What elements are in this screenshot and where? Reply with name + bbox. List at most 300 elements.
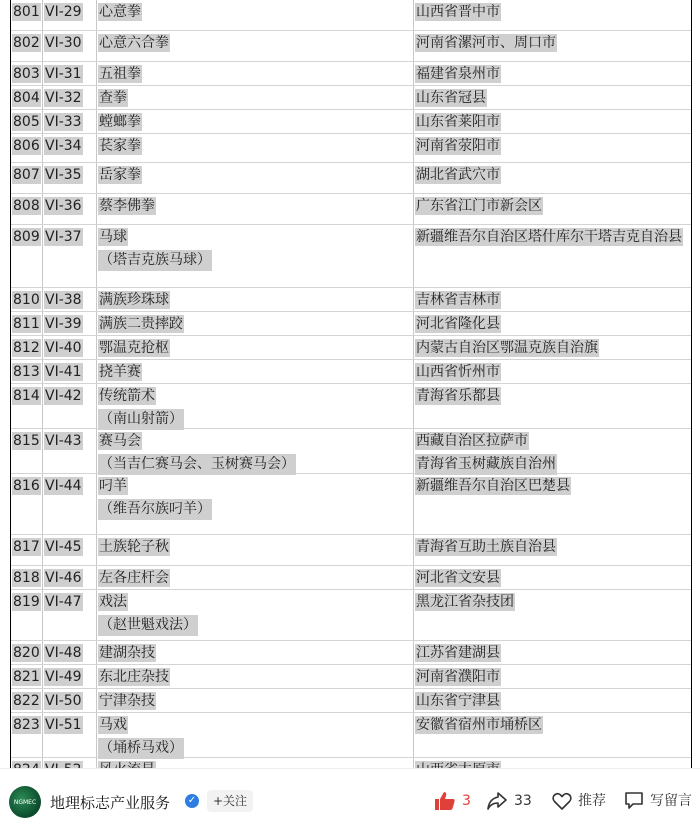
item-code-text: VI-36: [45, 198, 82, 214]
item-name: [98, 668, 170, 687]
item-name: [98, 291, 170, 310]
item-code: [44, 538, 83, 557]
comment-icon: [624, 791, 644, 811]
share-count: 33: [514, 793, 532, 809]
column-divider: [96, 336, 97, 359]
item-area: [415, 3, 501, 22]
recommend-label: 推荐: [578, 793, 606, 809]
comment-button[interactable]: [624, 791, 692, 811]
column-divider: [96, 429, 97, 473]
column-divider: [42, 288, 43, 311]
column-divider: [413, 194, 414, 224]
share-button[interactable]: [486, 791, 532, 811]
item-number-text: 814: [13, 388, 40, 404]
item-number-text: 823: [13, 717, 40, 733]
item-number: [12, 166, 41, 185]
item-area-text: 福建省泉州市: [416, 66, 500, 82]
item-number: [12, 363, 41, 382]
item-name-note: （赵世魁戏法）: [98, 615, 198, 636]
item-number-text: 806: [13, 138, 40, 154]
item-area: [415, 477, 571, 496]
column-divider: [42, 360, 43, 383]
item-code: [44, 3, 83, 22]
comment-label: 写留言: [650, 793, 692, 809]
item-code: [44, 166, 83, 185]
column-divider: [96, 474, 97, 534]
item-code-text: VI-48: [45, 645, 82, 661]
item-area-text: 山西省忻州市: [416, 364, 500, 380]
column-divider: [96, 86, 97, 109]
item-code-text: VI-38: [45, 292, 82, 308]
column-divider: [96, 312, 97, 335]
item-area-text: 山东省宁津县: [416, 693, 500, 709]
item-area-second: 青海省玉树藏族自治州: [415, 454, 557, 475]
item-area-text: 青海省乐都县: [416, 388, 500, 404]
table-row: [11, 590, 691, 641]
item-code: [44, 65, 83, 84]
item-code-text: VI-39: [45, 316, 82, 332]
item-name-note: （南山射箭）: [98, 409, 184, 430]
verified-icon: ✓: [185, 794, 199, 808]
item-number: [12, 432, 41, 451]
item-area: [415, 538, 557, 557]
item-name-note: （埇桥马戏）: [98, 738, 184, 759]
item-code: [44, 569, 83, 588]
item-name: [98, 432, 296, 475]
item-area: [415, 644, 501, 663]
heart-icon: [552, 792, 572, 810]
item-number: [12, 113, 41, 132]
item-area: [415, 363, 501, 382]
column-divider: [413, 336, 414, 359]
item-code-text: VI-31: [45, 66, 82, 82]
table-row: [11, 134, 691, 163]
item-code: [44, 89, 83, 108]
item-area-text: 山西省晋中市: [416, 4, 500, 20]
item-code-text: VI-49: [45, 669, 82, 685]
item-code: [44, 34, 83, 53]
item-code: [44, 716, 83, 735]
item-area: [415, 65, 501, 84]
item-area-text: 新疆维吾尔自治区巴楚县: [416, 478, 570, 494]
column-divider: [413, 566, 414, 589]
item-name: [98, 89, 128, 108]
item-number-text: 804: [13, 90, 40, 106]
item-number: [12, 65, 41, 84]
column-divider: [413, 110, 414, 133]
table-row: [11, 641, 691, 665]
item-name-note: （维吾尔族叼羊）: [98, 499, 212, 520]
item-name-text: 鄂温克抢枢: [99, 340, 169, 356]
column-divider: [96, 384, 97, 428]
item-name: [98, 644, 156, 663]
item-number-text: 819: [13, 594, 40, 610]
item-number-text: 810: [13, 292, 40, 308]
item-number: [12, 644, 41, 663]
share-arrow-icon: [486, 791, 508, 811]
item-name-text: 挠羊赛: [99, 364, 141, 380]
column-divider: [42, 590, 43, 640]
item-area-text: 河南省漯河市、周口市: [416, 35, 556, 51]
avatar[interactable]: NGMEC: [9, 786, 41, 818]
item-number-text: 816: [13, 478, 40, 494]
item-code: [44, 692, 83, 711]
item-code-text: VI-50: [45, 693, 82, 709]
column-divider: [413, 360, 414, 383]
column-divider: [413, 225, 414, 287]
column-divider: [96, 566, 97, 589]
column-divider: [42, 689, 43, 712]
column-divider: [42, 566, 43, 589]
item-code-text: VI-29: [45, 4, 82, 20]
column-divider: [413, 713, 414, 757]
column-divider: [42, 86, 43, 109]
item-name: [98, 3, 142, 22]
item-name-text: 心意拳: [99, 4, 141, 20]
column-divider: [96, 163, 97, 193]
item-area-text: 黑龙江省杂技团: [416, 594, 514, 610]
heritage-table: [10, 0, 692, 782]
item-number-text: 807: [13, 167, 40, 183]
item-number: [12, 538, 41, 557]
item-area-text: 河南省荥阳市: [416, 138, 500, 154]
item-code-text: VI-32: [45, 90, 82, 106]
item-number-text: 817: [13, 539, 40, 555]
item-area: [415, 89, 487, 108]
column-divider: [413, 163, 414, 193]
item-number: [12, 593, 41, 612]
item-number: [12, 34, 41, 53]
column-divider: [413, 312, 414, 335]
item-code: [44, 291, 83, 310]
column-divider: [42, 194, 43, 224]
item-code-text: VI-51: [45, 717, 82, 733]
item-name: [98, 197, 156, 216]
item-number-text: 808: [13, 198, 40, 214]
column-divider: [96, 713, 97, 757]
item-area: [415, 197, 543, 216]
item-number-text: 822: [13, 693, 40, 709]
item-name-text: 叼羊: [99, 478, 127, 494]
item-name-text: 满族二贵摔跤: [99, 316, 183, 332]
account-name[interactable]: 地理标志产业服务: [50, 794, 171, 812]
item-number: [12, 315, 41, 334]
column-divider: [42, 134, 43, 162]
item-code-text: VI-44: [45, 478, 82, 494]
column-divider: [42, 225, 43, 287]
column-divider: [413, 641, 414, 664]
item-name-text: 左各庄杆会: [99, 570, 169, 586]
item-name: [98, 363, 142, 382]
column-divider: [413, 134, 414, 162]
column-divider: [413, 31, 414, 61]
table-row: [11, 360, 691, 384]
item-code: [44, 387, 83, 406]
table-row: [11, 474, 691, 535]
column-divider: [96, 535, 97, 565]
column-divider: [96, 641, 97, 664]
item-code: [44, 593, 83, 612]
item-number: [12, 291, 41, 310]
item-number-text: 812: [13, 340, 40, 356]
column-divider: [96, 689, 97, 712]
item-name-text: 马球: [99, 229, 127, 245]
item-area-text: 新疆维吾尔自治区塔什库尔干塔吉克自治县: [416, 229, 682, 245]
column-divider: [96, 665, 97, 688]
table-row: [11, 665, 691, 689]
item-area-text: 青海省互助土族自治县: [416, 539, 556, 555]
item-name: [98, 65, 142, 84]
item-area: [415, 716, 543, 735]
column-divider: [42, 713, 43, 757]
item-area: [415, 137, 501, 156]
item-code: [44, 432, 83, 451]
item-number-text: 818: [13, 570, 40, 586]
item-name-text: 建湖杂技: [99, 645, 155, 661]
item-name-text: 传统箭术: [99, 388, 155, 404]
item-area: [415, 593, 515, 612]
item-code-text: VI-45: [45, 539, 82, 555]
item-number-text: 813: [13, 364, 40, 380]
item-area: [415, 113, 501, 132]
thumbs-up-icon: [434, 791, 456, 811]
item-name: [98, 315, 184, 334]
table-row: [11, 194, 691, 225]
column-divider: [42, 474, 43, 534]
column-divider: [96, 360, 97, 383]
item-name-text: 蔡李佛拳: [99, 198, 155, 214]
item-number: [12, 228, 41, 247]
item-name: [98, 593, 198, 636]
table-row: [11, 225, 691, 288]
item-name: [98, 538, 170, 557]
item-number: [12, 387, 41, 406]
item-area: [415, 315, 501, 334]
item-area: [415, 228, 683, 247]
item-area: [415, 692, 501, 711]
item-area-text: 湖北省武穴市: [416, 167, 500, 183]
item-area: [415, 432, 557, 475]
table-row: [11, 86, 691, 110]
table-row: [11, 288, 691, 312]
item-area-text: 广东省江门市新会区: [416, 198, 542, 214]
table-row: [11, 384, 691, 429]
item-code: [44, 228, 83, 247]
item-code: [44, 315, 83, 334]
column-divider: [42, 384, 43, 428]
item-number: [12, 692, 41, 711]
item-code: [44, 197, 83, 216]
recommend-button[interactable]: [552, 791, 606, 811]
item-area: [415, 339, 599, 358]
item-name: [98, 113, 142, 132]
item-name: [98, 569, 170, 588]
column-divider: [96, 288, 97, 311]
item-name-text: 苌家拳: [99, 138, 141, 154]
column-divider: [96, 225, 97, 287]
column-divider: [413, 665, 414, 688]
column-divider: [413, 384, 414, 428]
item-name: [98, 477, 212, 520]
item-code: [44, 668, 83, 687]
table-row: [11, 713, 691, 758]
item-code-text: VI-33: [45, 114, 82, 130]
item-code: [44, 113, 83, 132]
item-number-text: 820: [13, 645, 40, 661]
column-divider: [413, 689, 414, 712]
item-name-text: 戏法: [99, 594, 127, 610]
item-number: [12, 716, 41, 735]
column-divider: [42, 429, 43, 473]
item-code-text: VI-46: [45, 570, 82, 586]
item-name: [98, 692, 156, 711]
item-area-text: 河北省隆化县: [416, 316, 500, 332]
item-code-text: VI-47: [45, 594, 82, 610]
item-name-text: 赛马会: [99, 433, 141, 449]
item-code: [44, 644, 83, 663]
table-row: [11, 62, 691, 86]
column-divider: [96, 590, 97, 640]
column-divider: [96, 62, 97, 85]
column-divider: [42, 665, 43, 688]
column-divider: [413, 590, 414, 640]
item-number-text: 815: [13, 433, 40, 449]
item-number-text: 801: [13, 4, 40, 20]
column-divider: [96, 194, 97, 224]
like-button[interactable]: [434, 791, 471, 811]
column-divider: [42, 0, 43, 30]
item-name-text: 马戏: [99, 717, 127, 733]
column-divider: [413, 429, 414, 473]
table-row: [11, 0, 691, 31]
item-code-text: VI-41: [45, 364, 82, 380]
item-area-text: 江苏省建湖县: [416, 645, 500, 661]
table-row: [11, 163, 691, 194]
item-name-text: 满族珍珠球: [99, 292, 169, 308]
item-code: [44, 477, 83, 496]
column-divider: [96, 31, 97, 61]
item-number-text: 821: [13, 669, 40, 685]
column-divider: [413, 288, 414, 311]
column-divider: [42, 336, 43, 359]
item-area-text: 河南省濮阳市: [416, 669, 500, 685]
column-divider: [413, 474, 414, 534]
column-divider: [42, 312, 43, 335]
item-name: [98, 34, 170, 53]
item-name-text: 宁津杂技: [99, 693, 155, 709]
item-number: [12, 3, 41, 22]
item-name: [98, 339, 170, 358]
column-divider: [413, 86, 414, 109]
table-row: [11, 429, 691, 474]
item-name: [98, 387, 184, 430]
column-divider: [42, 535, 43, 565]
item-number: [12, 339, 41, 358]
item-name-text: 查拳: [99, 90, 127, 106]
table-row: [11, 336, 691, 360]
column-divider: [413, 62, 414, 85]
item-number: [12, 477, 41, 496]
item-number-text: 802: [13, 35, 40, 51]
item-number: [12, 197, 41, 216]
item-number-text: 811: [13, 316, 40, 332]
table-row: [11, 566, 691, 590]
item-name-text: 螳螂拳: [99, 114, 141, 130]
item-number-text: 805: [13, 114, 40, 130]
table-row: [11, 312, 691, 336]
column-divider: [42, 163, 43, 193]
item-area: [415, 387, 501, 406]
item-name: [98, 166, 142, 185]
item-area-text: 山东省莱阳市: [416, 114, 500, 130]
item-area-text: 山东省冠县: [416, 90, 486, 106]
table-row: [11, 31, 691, 62]
item-number: [12, 89, 41, 108]
column-divider: [413, 535, 414, 565]
item-area-text: 河北省文安县: [416, 570, 500, 586]
item-name-note: （当吉仁赛马会、玉树赛马会）: [98, 454, 296, 475]
item-area: [415, 291, 501, 310]
item-area-text: 吉林省吉林市: [416, 292, 500, 308]
column-divider: [413, 0, 414, 30]
item-area: [415, 34, 557, 53]
table-row: [11, 110, 691, 134]
item-number: [12, 137, 41, 156]
item-name-note: （塔吉克族马球）: [98, 250, 212, 271]
column-divider: [42, 62, 43, 85]
item-name-text: 心意六合拳: [99, 35, 169, 51]
table-row: [11, 689, 691, 713]
item-code-text: VI-30: [45, 35, 82, 51]
item-area: [415, 569, 501, 588]
item-name: [98, 716, 184, 759]
follow-button[interactable]: +关注: [207, 790, 253, 812]
item-name-text: 岳家拳: [99, 167, 141, 183]
column-divider: [42, 31, 43, 61]
item-name-text: 东北庄杂技: [99, 669, 169, 685]
column-divider: [96, 110, 97, 133]
item-code-text: VI-43: [45, 433, 82, 449]
item-name: [98, 228, 212, 271]
item-name: [98, 137, 142, 156]
column-divider: [96, 134, 97, 162]
item-code: [44, 363, 83, 382]
column-divider: [42, 110, 43, 133]
item-code-text: VI-40: [45, 340, 82, 356]
item-code-text: VI-42: [45, 388, 82, 404]
item-area: [415, 668, 501, 687]
item-name-text: 土族轮子秋: [99, 539, 169, 555]
item-code: [44, 339, 83, 358]
item-area-text: 内蒙古自治区鄂温克族自治旗: [416, 340, 598, 356]
item-area-text: 安徽省宿州市埇桥区: [416, 717, 542, 733]
like-count: 3: [462, 793, 471, 809]
table-row: [11, 535, 691, 566]
item-number-text: 803: [13, 66, 40, 82]
column-divider: [42, 641, 43, 664]
item-number-text: 809: [13, 229, 40, 245]
item-code-text: VI-35: [45, 167, 82, 183]
item-area-text: 西藏自治区拉萨市: [416, 433, 528, 449]
column-divider: [96, 0, 97, 30]
item-code: [44, 137, 83, 156]
item-area: [415, 166, 501, 185]
item-code-text: VI-34: [45, 138, 82, 154]
item-number: [12, 569, 41, 588]
item-code-text: VI-37: [45, 229, 82, 245]
item-name-text: 五祖拳: [99, 66, 141, 82]
item-number: [12, 668, 41, 687]
